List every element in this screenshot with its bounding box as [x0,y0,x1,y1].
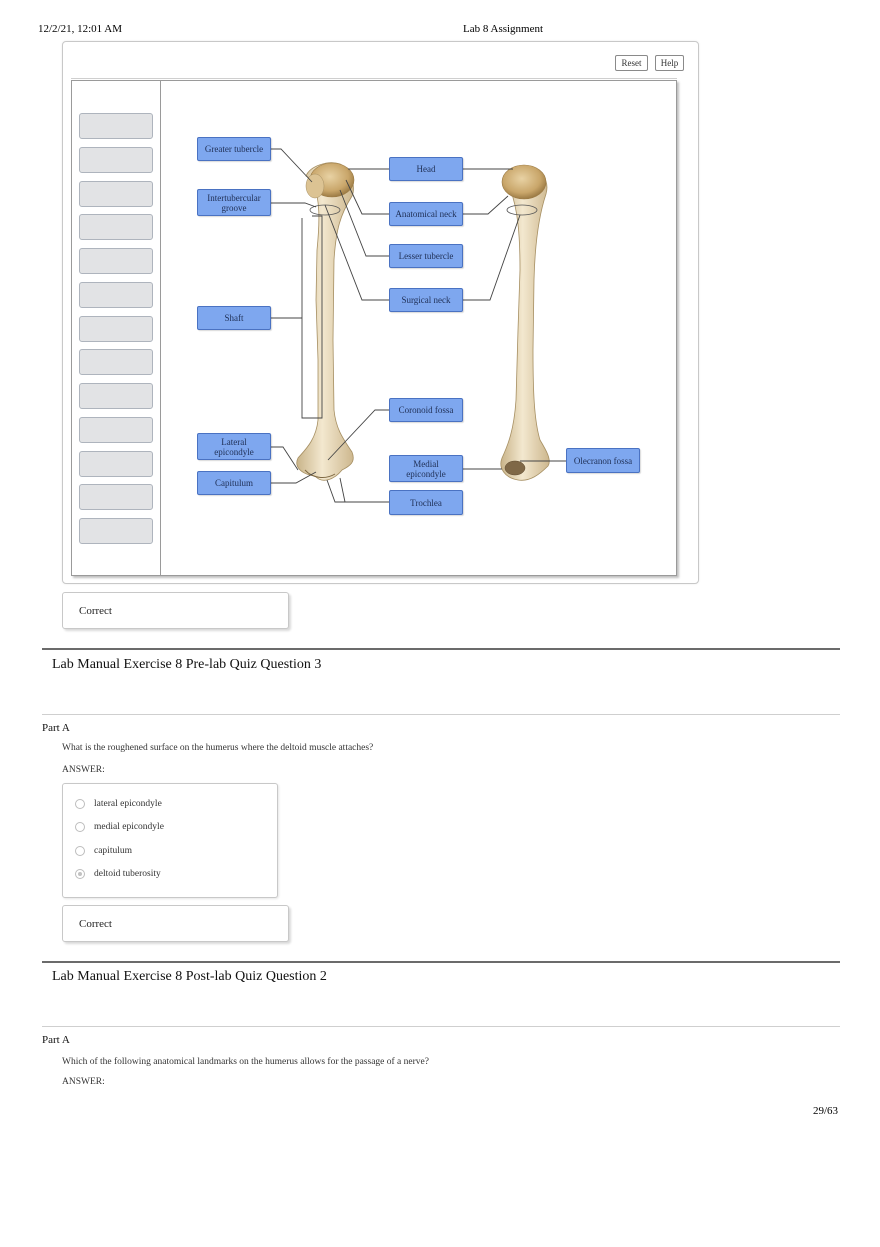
reset-button[interactable]: Reset [615,55,648,71]
label-greater-tubercle[interactable]: Greater tubercle [197,137,271,161]
part-label: Part A [42,722,70,734]
feedback-box [62,905,289,942]
radio-button[interactable] [75,799,85,809]
section-divider [42,714,840,715]
print-title: Lab 8 Assignment [463,23,544,35]
feedback-text: Correct [79,917,112,930]
label-coronoid-fossa[interactable]: Coronoid fossa [389,398,463,422]
section-divider [42,961,840,963]
question-prompt: What is the roughened surface on the humerus where the deltoid muscle attaches? [62,743,374,753]
radio-button-selected[interactable] [75,869,85,879]
label-trochlea[interactable]: Trochlea [389,490,463,515]
question-title: Lab Manual Exercise 8 Pre-lab Quiz Question 3 [52,657,322,672]
label-lesser-tubercle[interactable]: Lesser tubercle [389,244,463,268]
answer-label: ANSWER: [62,1077,105,1087]
section-divider [42,1026,840,1027]
option-capitulum[interactable]: capitulum [75,846,132,856]
question-prompt: Which of the following anatomical landmarks on the humerus allows for the passage of a nerve? [62,1057,429,1067]
label-intertubercular-groove[interactable]: Intertubercular groove [197,189,271,216]
answer-label: ANSWER: [62,765,105,775]
label-medial-epicondyle[interactable]: Medial epicondyle [389,455,463,482]
section-divider [42,648,840,650]
label-anatomical-neck[interactable]: Anatomical neck [389,202,463,226]
help-button[interactable]: Help [655,55,684,71]
option-medial-epicondyle[interactable]: medial epicondyle [75,822,164,832]
anterior-humerus-image [297,163,354,481]
label-surgical-neck[interactable]: Surgical neck [389,288,463,312]
label-olecranon-fossa[interactable]: Olecranon fossa [566,448,640,473]
part-label: Part A [42,1034,70,1046]
page-number: 29/63 [813,1105,839,1117]
question-title: Lab Manual Exercise 8 Post-lab Quiz Question 2 [52,969,327,984]
radio-button[interactable] [75,846,85,856]
label-lateral-epicondyle[interactable]: Lateral epicondyle [197,433,271,460]
feedback-text: Correct [79,604,112,617]
option-lateral-epicondyle[interactable]: lateral epicondyle [75,799,162,809]
feedback-box [62,592,289,629]
label-head[interactable]: Head [389,157,463,181]
label-shaft[interactable]: Shaft [197,306,271,330]
print-timestamp: 12/2/21, 12:01 AM [38,23,123,35]
radio-button[interactable] [75,822,85,832]
answer-choices [62,783,278,898]
option-deltoid-tuberosity[interactable]: deltoid tuberosity [75,869,161,879]
label-capitulum[interactable]: Capitulum [197,471,271,495]
